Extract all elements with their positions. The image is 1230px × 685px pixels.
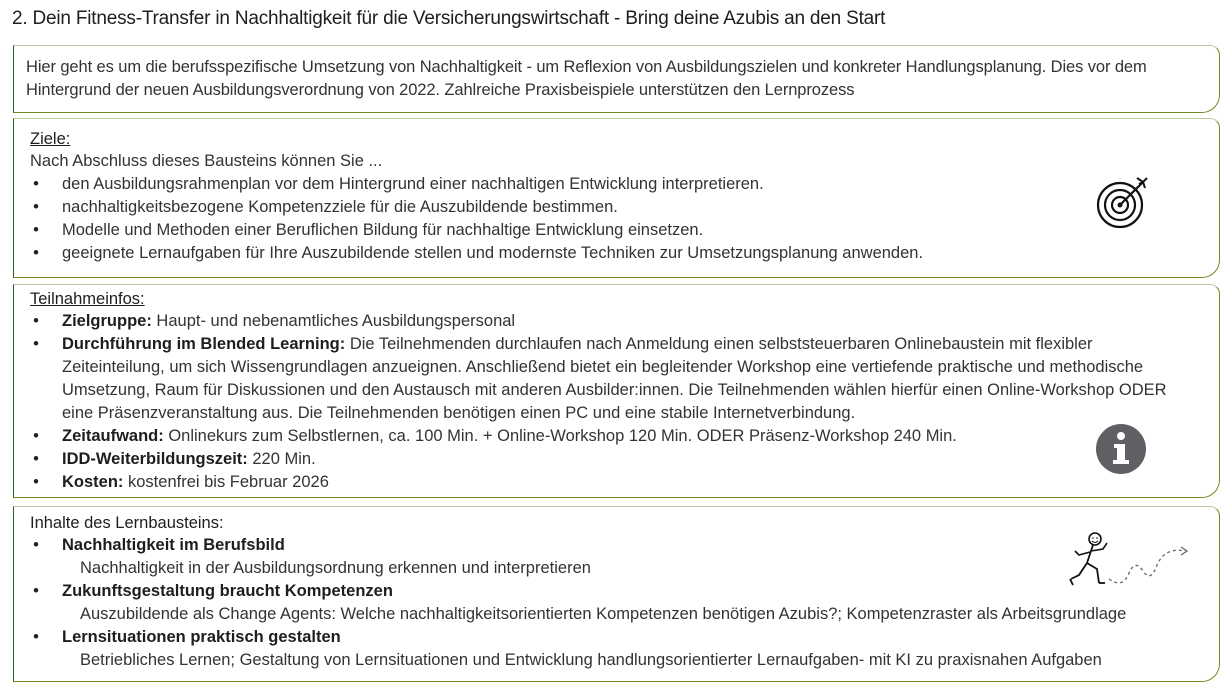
inhalte-box	[13, 506, 1220, 682]
inhalte-desc: Auszubildende als Change Agents: Welche nachhaltigkeitsorientierten Kompetenzen benötigen Azubis?; Kompetenzraster als Arbeitsgrundlage	[80, 605, 1127, 623]
inhalte-desc: Betriebliches Lernen; Gestaltung von Lernsituationen und Entwicklung handlungsorientierter Lernaufgaben- mit KI zu praxisnahen Aufgaben	[80, 651, 1102, 669]
list-item: • nachhaltigkeitsbezogene Kompetenzziele für die Auszubildende bestimmen.	[30, 196, 1207, 219]
teilnahme-box	[13, 284, 1220, 498]
inhalte-desc: Nachhaltigkeit in der Ausbildungsordnung erkennen und interpretieren	[80, 559, 591, 577]
list-item: • geeignete Lernaufgaben für Ihre Auszubildende stellen und modernste Techniken zur Umsetzungsplanung anwenden.	[30, 242, 1207, 265]
list-item: • den Ausbildungsrahmenplan vor dem Hintergrund einer nachhaltigen Entwicklung interpretieren.	[30, 173, 1207, 196]
ziele-lead: Nach Abschluss dieses Bausteins können Sie ...	[30, 152, 383, 170]
info-icon	[1095, 423, 1147, 475]
intro-text: Hier geht es um die berufsspezifische Umsetzung von Nachhaltigkeit - um Reflexion von Ausbildungszielen und konkreter Handlungsplanung. Dies vor dem Hintergrund der neuen Ausbildungsverordnung von 2022. Zahlreiche Praxisbeispiele unterstützen den Lernprozess	[26, 58, 1147, 99]
bullet: •	[33, 221, 39, 239]
ziele-box	[13, 118, 1220, 278]
list-item: • Durchführung im Blended Learning: Die Teilnehmenden durchlaufen nach Anmeldung einen selbststeuerbaren Onlinebaustein mit flexibler Zeiteinteilung, um sich Wissengrundlagen anzueignen. Anschließend bietet ein begleitender Workshop eine vertiefende praktische und methodische Umsetzung, Raum für Diskussionen und den Austausch mit anderen Ausbilder:innen. Die Teilnehmenden wählen hierfür einen Online-Workshop ODER eine Präsenzveranstaltung aus. Die Teilnehmenden benötigen einen PC und eine stabile Internetverbindung.	[33, 335, 1167, 422]
teilnahme-list	[30, 310, 1207, 494]
bullet: •	[33, 198, 39, 216]
page-title: 2. Dein Fitness-Transfer in Nachhaltigkeit für die Versicherungswirtschaft - Bring deine Azubis an den Start	[12, 8, 886, 29]
inhalte-heading: Inhalte des Lernbausteins:	[30, 514, 224, 532]
list-item: • Zielgruppe: Haupt- und nebenamtliches Ausbildungspersonal	[33, 312, 516, 330]
ziele-list	[30, 173, 1207, 265]
runner-icon	[1069, 529, 1191, 591]
ziele-heading: Ziele:	[30, 130, 71, 148]
bullet: •	[33, 175, 39, 193]
list-item: • Modelle und Methoden einer Beruflichen Bildung für nachhaltige Entwicklung einsetzen.	[30, 219, 1207, 242]
list-item: • Nachhaltigkeit im Berufsbild	[33, 536, 285, 554]
list-item: • Lernsituationen praktisch gestalten	[33, 628, 341, 646]
target-icon	[1095, 174, 1151, 230]
list-item: • Zeitaufwand: Onlinekurs zum Selbstlernen, ca. 100 Min. + Online-Workshop 120 Min. ODER Präsenz-Workshop 240 Min.	[33, 427, 957, 445]
bullet: •	[33, 244, 39, 262]
list-item: • IDD-Weiterbildungszeit: 220 Min.	[33, 450, 316, 468]
intro-box	[13, 45, 1220, 113]
list-item: • Zukunftsgestaltung braucht Kompetenzen	[33, 582, 393, 600]
list-item: • Kosten: kostenfrei bis Februar 2026	[33, 473, 329, 491]
inhalte-list	[30, 534, 1207, 557]
teilnahme-heading: Teilnahmeinfos:	[30, 290, 145, 308]
